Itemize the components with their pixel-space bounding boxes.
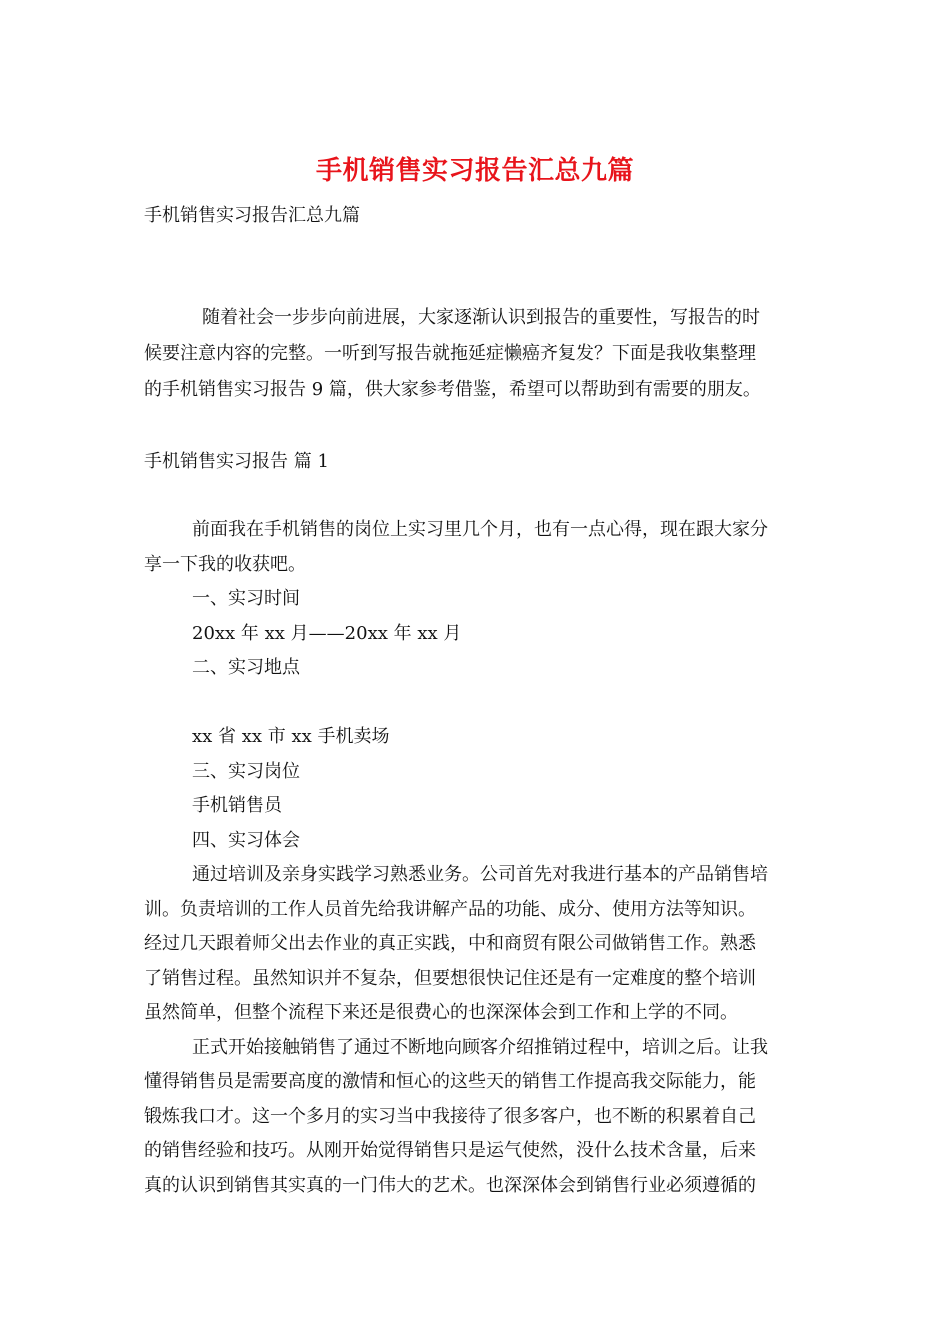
blank-line [144,686,806,721]
body-line: 锻炼我口才。这一个多月的实习当中我接待了很多客户，也不断的积累着自己 [144,1105,756,1127]
intro-line: 候要注意内容的完整。一听到写报告就拖延症懒癌齐复发？下面是我收集整理 [144,343,756,364]
body-line: xx 省 xx 市 xx 手机卖场 [192,726,390,747]
body-line: 三、实习岗位 [192,760,300,782]
body-line: 经过几天跟着师父出去作业的真正实践，中和商贸有限公司做销售工作。熟悉 [144,933,756,954]
body-line: 通过培训及亲身实践学习熟悉业务。公司首先对我进行基本的产品销售培 [192,864,768,885]
intro-line: 随着社会一步步向前进展，大家逐渐认识到报告的重要性，写报告的时 [202,307,760,328]
body-line: 了销售过程。虽然知识并不复杂，但要想很快记住还是有一定难度的整个培训 [144,967,756,989]
body-line: 一、实习时间 [192,588,300,609]
body-line: 的销售经验和技巧。从刚开始觉得销售只是运气使然，没什么技术含量，后来 [144,1140,756,1161]
body-line: 享一下我的收获吧。 [144,553,306,575]
body-line: 四、实习体会 [192,829,300,851]
body-line: 正式开始接触销售了通过不断地向顾客介绍推销过程中，培训之后。让我 [192,1036,768,1058]
body-line: 手机销售员 [192,795,282,816]
section-heading: 手机销售实习报告 篇 1 [144,451,329,472]
body-line: 懂得销售员是需要高度的激情和恒心的这些天的销售工作提高我交际能力，能 [144,1071,756,1092]
body-line: 真的认识到销售其实真的一门伟大的艺术。也深深体会到销售行业必须遵循的 [144,1174,756,1196]
document-title: 手机销售实习报告汇总九篇 [315,156,634,186]
body-line: 训。负责培训的工作人员首先给我讲解产品的功能、成分、使用方法等知识。 [144,898,756,920]
body-line: 前面我在手机销售的岗位上实习里几个月，也有一点心得，现在跟大家分 [192,519,768,540]
intro-line: 的手机销售实习报告 9 篇，供大家参考借鉴，希望可以帮助到有需要的朋友。 [144,379,761,400]
body-line: 二、实习地点 [192,657,300,678]
intro-paragraph [144,300,804,408]
document-subtitle: 手机销售实习报告汇总九篇 [144,205,360,226]
body-line: 20xx 年 xx 月——20xx 年 xx 月 [192,622,462,644]
body-line: 虽然简单，但整个流程下来还是很费心的也深深体会到工作和上学的不同。 [144,1002,738,1023]
section-body [144,513,806,1203]
